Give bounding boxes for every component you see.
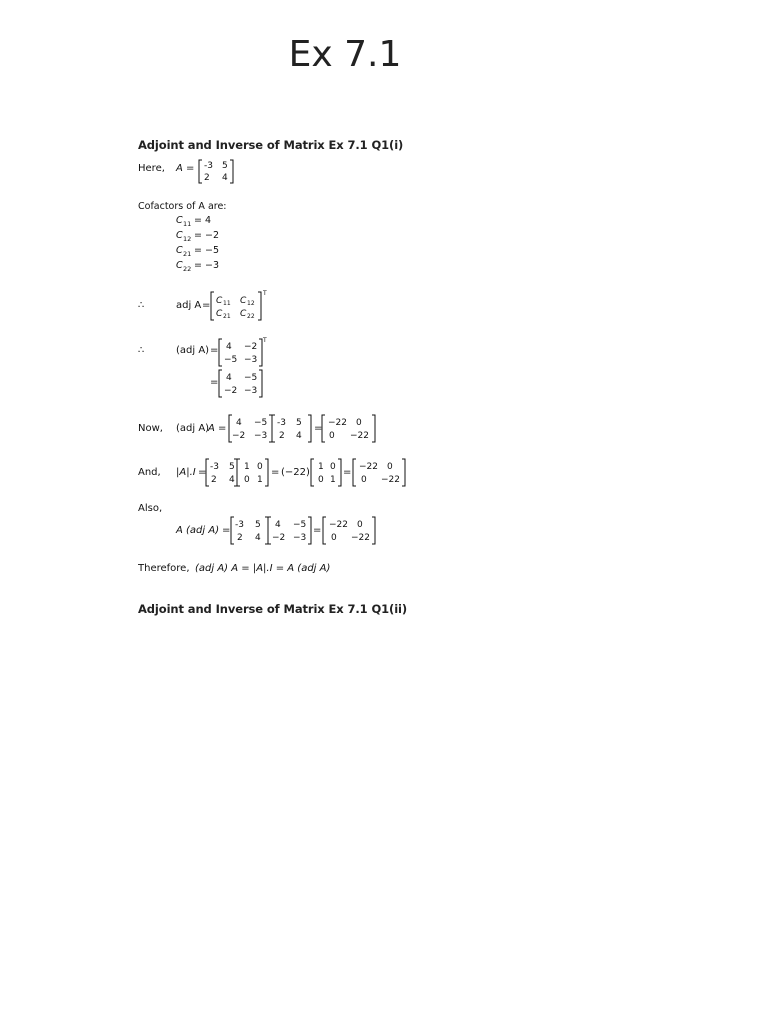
svg-text:1: 1: [330, 475, 336, 485]
svg-text:4: 4: [275, 520, 281, 530]
svg-text:(adj A): (adj A): [176, 345, 210, 356]
svg-text:22: 22: [247, 313, 255, 320]
svg-text:−3: −3: [244, 386, 258, 396]
svg-text:0: 0: [329, 431, 335, 441]
svg-text:1: 1: [244, 462, 250, 472]
svg-text:-3: -3: [235, 520, 244, 530]
here-label: Here,: [138, 163, 165, 174]
svg-text:−2: −2: [224, 386, 238, 396]
svg-text:=: =: [210, 377, 219, 388]
svg-text:C: C: [176, 230, 183, 241]
svg-text:=: =: [343, 467, 352, 478]
svg-text:adj A: adj A: [176, 300, 202, 311]
svg-text:A: A: [208, 423, 215, 434]
svg-text:−22: −22: [351, 533, 370, 543]
svg-text:−22: −22: [381, 475, 400, 485]
final-statement: (adj A) A = |A|.I = A (adj A): [195, 563, 331, 574]
svg-text:−5: −5: [244, 373, 258, 383]
cofactor-list: [176, 215, 219, 273]
now-label: Now,: [138, 423, 163, 434]
svg-text:5: 5: [296, 418, 302, 428]
svg-text:=: =: [210, 345, 219, 356]
svg-text:−3: −3: [244, 355, 258, 365]
matrix-a-bracket-left: [199, 160, 202, 183]
matrix-a-cell: 4: [222, 173, 228, 183]
svg-text:−2: −2: [232, 431, 246, 441]
svg-text:4: 4: [226, 342, 232, 352]
svg-text:−5: −5: [254, 418, 268, 428]
svg-text:=: =: [218, 423, 227, 434]
svg-text:A (adj A): A (adj A): [176, 525, 220, 536]
svg-text:−22: −22: [350, 431, 369, 441]
svg-text:0: 0: [357, 520, 363, 530]
svg-text:0: 0: [387, 462, 393, 472]
svg-text:=: =: [186, 163, 195, 174]
svg-text:=: =: [314, 423, 323, 434]
page-title: Ex 7.1: [288, 34, 402, 75]
svg-text:T: T: [263, 290, 267, 297]
svg-text:−22: −22: [329, 520, 348, 530]
svg-text:A: A: [176, 163, 183, 174]
svg-text:=: =: [202, 300, 211, 311]
svg-text:0: 0: [257, 462, 263, 472]
svg-text:12: 12: [183, 235, 192, 243]
therefore-label: Therefore,: [138, 563, 190, 574]
svg-text:(adj A): (adj A): [176, 423, 210, 434]
svg-text:−5: −5: [293, 520, 307, 530]
svg-text:= −2: = −2: [194, 230, 219, 241]
svg-text:= −5: = −5: [194, 245, 219, 256]
svg-text:11: 11: [223, 300, 231, 307]
therefore-symbol: ∴: [138, 300, 145, 311]
svg-text:-3: -3: [210, 462, 219, 472]
svg-text:−5: −5: [224, 355, 238, 365]
svg-text:∴: ∴: [138, 345, 145, 356]
svg-text:C: C: [176, 260, 183, 271]
svg-text:22: 22: [183, 265, 192, 273]
svg-text:5: 5: [255, 520, 261, 530]
svg-text:C: C: [176, 245, 183, 256]
svg-text:= −3: = −3: [194, 260, 219, 271]
svg-text:5: 5: [229, 462, 235, 472]
matrix-a-cell: -3: [204, 161, 213, 171]
svg-text:0: 0: [356, 418, 362, 428]
also-label: Also,: [138, 503, 163, 514]
svg-text:(−22): (−22): [281, 467, 310, 478]
svg-text:C: C: [240, 309, 247, 319]
svg-text:11: 11: [183, 220, 192, 228]
matrix-a-bracket-right: [230, 160, 233, 183]
svg-text:1: 1: [318, 462, 324, 472]
svg-text:0: 0: [244, 475, 250, 485]
svg-text:4: 4: [226, 373, 232, 383]
svg-text:−22: −22: [328, 418, 347, 428]
svg-text:=: =: [222, 525, 231, 536]
cofactors-label: Cofactors of A are:: [138, 201, 227, 212]
svg-text:C: C: [216, 296, 223, 306]
svg-text:0: 0: [361, 475, 367, 485]
svg-text:=: =: [198, 467, 207, 478]
svg-text:0: 0: [331, 533, 337, 543]
svg-text:0: 0: [330, 462, 336, 472]
svg-text:-3: -3: [277, 418, 286, 428]
svg-text:12: 12: [247, 300, 255, 307]
svg-text:21: 21: [223, 313, 231, 320]
svg-text:=: =: [313, 525, 322, 536]
solution-image: [138, 155, 438, 585]
svg-text:−22: −22: [359, 462, 378, 472]
svg-text:21: 21: [183, 250, 192, 258]
svg-text:2: 2: [211, 475, 217, 485]
svg-text:C: C: [176, 215, 183, 226]
svg-text:−3: −3: [293, 533, 307, 543]
svg-text:|A|.I: |A|.I: [176, 467, 196, 478]
and-label: And,: [138, 467, 161, 478]
section-heading-q1i: Adjoint and Inverse of Matrix Ex 7.1 Q1(i): [138, 138, 404, 152]
matrix-a-cell: 2: [204, 173, 210, 183]
svg-text:−2: −2: [272, 533, 286, 543]
svg-text:4: 4: [236, 418, 242, 428]
svg-text:2: 2: [279, 431, 285, 441]
svg-text:=: =: [271, 467, 280, 478]
svg-text:= 4: = 4: [194, 215, 212, 226]
svg-text:1: 1: [257, 475, 263, 485]
svg-text:0: 0: [318, 475, 324, 485]
svg-text:2: 2: [237, 533, 243, 543]
svg-text:C: C: [240, 296, 247, 306]
svg-text:T: T: [263, 337, 267, 344]
svg-text:C: C: [216, 309, 223, 319]
svg-text:4: 4: [296, 431, 302, 441]
svg-text:4: 4: [229, 475, 235, 485]
svg-text:−2: −2: [244, 342, 258, 352]
svg-text:4: 4: [255, 533, 261, 543]
matrix-a-cell: 5: [222, 161, 228, 171]
svg-text:−3: −3: [254, 431, 268, 441]
section-heading-q1ii: Adjoint and Inverse of Matrix Ex 7.1 Q1(ii): [138, 602, 408, 616]
